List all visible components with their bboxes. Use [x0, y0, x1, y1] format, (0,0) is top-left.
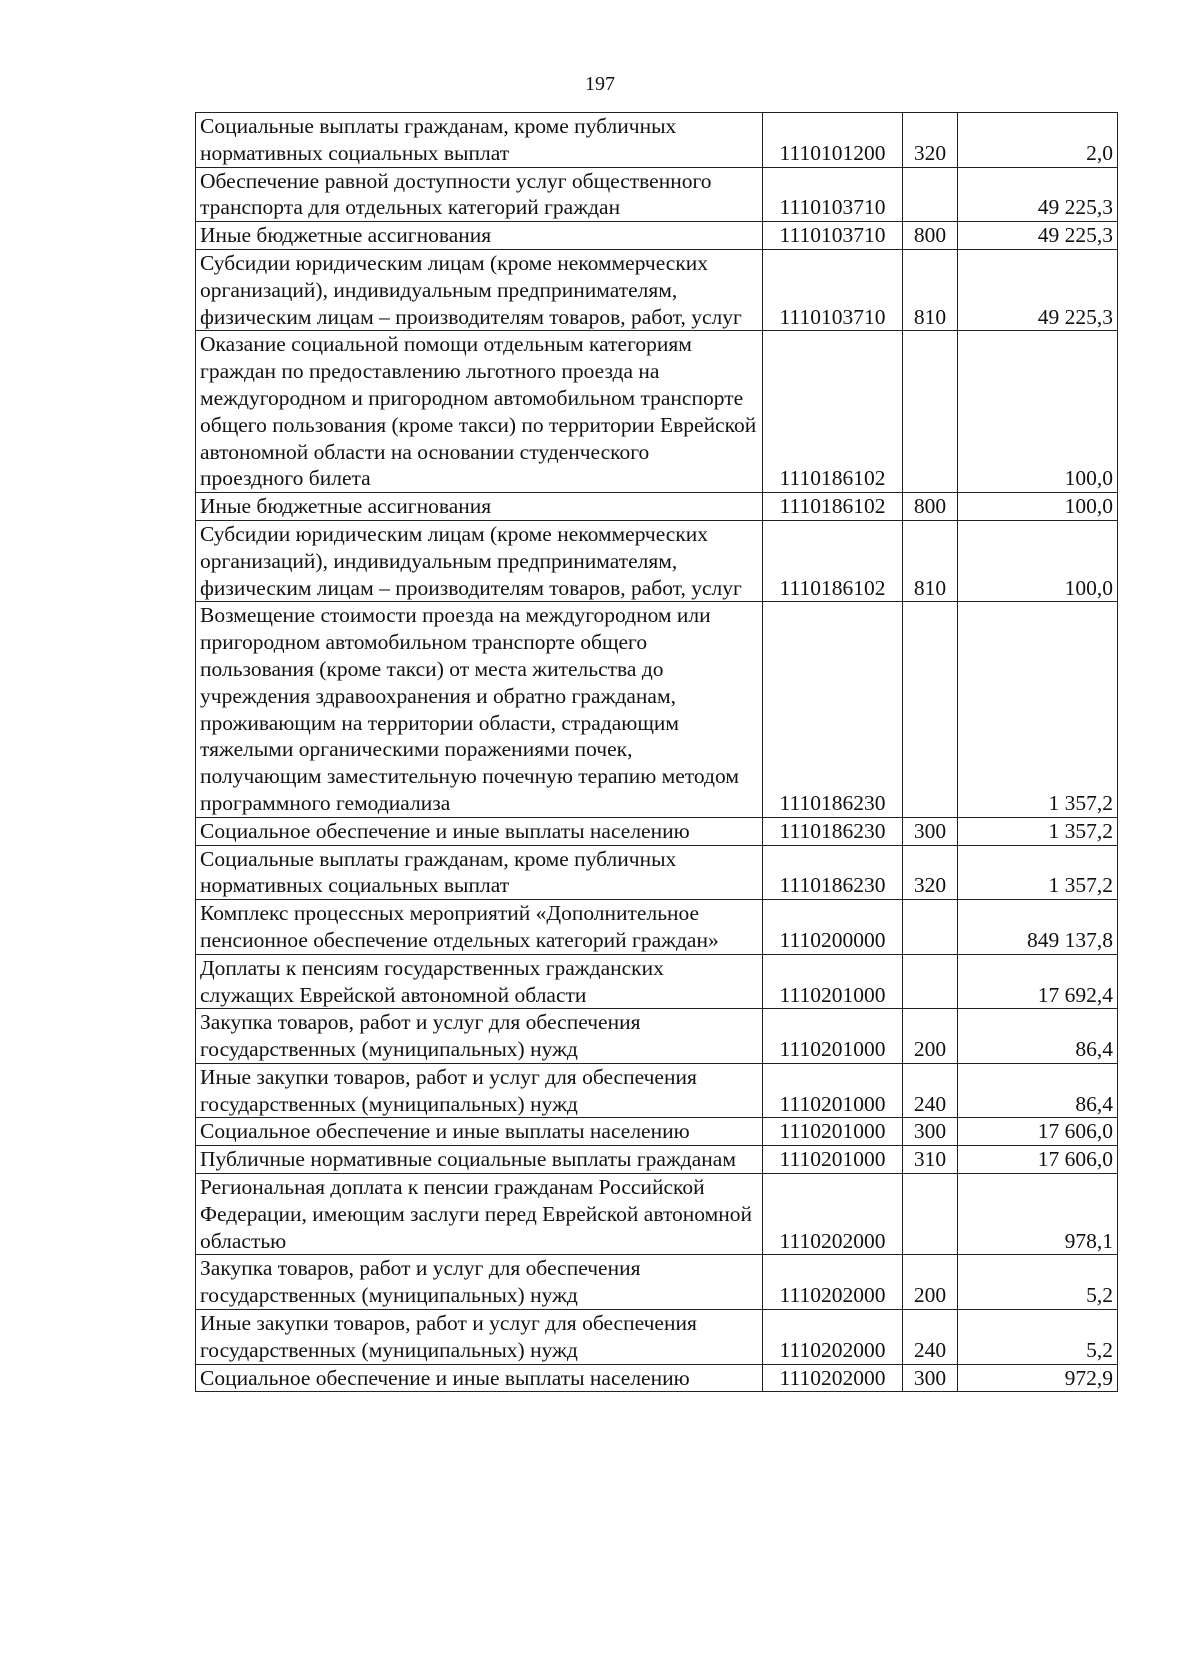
row-name: Социальные выплаты гражданам, кроме публичных нормативных социальных выплат — [196, 113, 763, 168]
row-name: Доплаты к пенсиям государственных гражданских служащих Еврейской автономной области — [196, 954, 763, 1009]
row-code: 1110103710 — [763, 167, 903, 222]
table-row — [196, 249, 1118, 330]
row-sum: 5,2 — [958, 1310, 1118, 1365]
row-sum: 972,9 — [958, 1364, 1118, 1392]
table-row — [196, 817, 1118, 845]
row-code: 1110103710 — [763, 222, 903, 250]
row-sum: 849 137,8 — [958, 900, 1118, 955]
row-sum: 17 606,0 — [958, 1146, 1118, 1174]
row-sum: 17 606,0 — [958, 1118, 1118, 1146]
table-row — [196, 845, 1118, 900]
budget-table — [195, 112, 1118, 1392]
row-sum: 1 357,2 — [958, 845, 1118, 900]
table-row — [196, 331, 1118, 493]
table-row — [196, 602, 1118, 817]
table-row — [196, 954, 1118, 1009]
table-row — [196, 1009, 1118, 1064]
row-code: 1110186230 — [763, 845, 903, 900]
row-name: Иные закупки товаров, работ и услуг для обеспечения государственных (муниципальных) нужд — [196, 1063, 763, 1118]
row-name: Региональная доплата к пенсии гражданам Российской Федерации, имеющим заслуги перед Еврейской автономной областью — [196, 1174, 763, 1255]
row-type: 320 — [903, 845, 958, 900]
row-type — [903, 1174, 958, 1255]
row-sum: 100,0 — [958, 493, 1118, 521]
table-row — [196, 493, 1118, 521]
row-sum: 1 357,2 — [958, 817, 1118, 845]
row-type: 240 — [903, 1310, 958, 1365]
row-sum: 100,0 — [958, 520, 1118, 601]
row-code: 1110201000 — [763, 1063, 903, 1118]
row-sum: 49 225,3 — [958, 249, 1118, 330]
row-type: 300 — [903, 1364, 958, 1392]
row-name: Закупка товаров, работ и услуг для обеспечения государственных (муниципальных) нужд — [196, 1009, 763, 1064]
row-sum: 17 692,4 — [958, 954, 1118, 1009]
row-type: 300 — [903, 1118, 958, 1146]
row-type: 800 — [903, 493, 958, 521]
row-name: Обеспечение равной доступности услуг общественного транспорта для отдельных категорий граждан — [196, 167, 763, 222]
row-name: Субсидии юридическим лицам (кроме некоммерческих организаций), индивидуальным предпринимателям, физическим лицам – производителям товаров, работ, услуг — [196, 249, 763, 330]
row-type: 320 — [903, 113, 958, 168]
row-type: 200 — [903, 1009, 958, 1064]
row-type: 200 — [903, 1255, 958, 1310]
table-row — [196, 520, 1118, 601]
row-code: 1110202000 — [763, 1174, 903, 1255]
row-name: Социальное обеспечение и иные выплаты населению — [196, 1364, 763, 1392]
row-name: Иные бюджетные ассигнования — [196, 493, 763, 521]
row-name: Иные закупки товаров, работ и услуг для обеспечения государственных (муниципальных) нужд — [196, 1310, 763, 1365]
row-sum: 100,0 — [958, 331, 1118, 493]
row-sum: 978,1 — [958, 1174, 1118, 1255]
row-code: 1110201000 — [763, 1118, 903, 1146]
row-sum: 86,4 — [958, 1063, 1118, 1118]
row-code: 1110186102 — [763, 493, 903, 521]
table-row — [196, 1174, 1118, 1255]
row-type: 810 — [903, 249, 958, 330]
row-type — [903, 167, 958, 222]
row-type: 240 — [903, 1063, 958, 1118]
row-type: 310 — [903, 1146, 958, 1174]
table-row — [196, 1063, 1118, 1118]
row-name: Социальное обеспечение и иные выплаты населению — [196, 1118, 763, 1146]
row-type: 300 — [903, 817, 958, 845]
row-type — [903, 954, 958, 1009]
row-sum: 1 357,2 — [958, 602, 1118, 817]
row-code: 1110186102 — [763, 520, 903, 601]
row-sum: 49 225,3 — [958, 222, 1118, 250]
row-name: Социальное обеспечение и иные выплаты населению — [196, 817, 763, 845]
row-code: 1110101200 — [763, 113, 903, 168]
table-row — [196, 1310, 1118, 1365]
table-row — [196, 1118, 1118, 1146]
row-name: Социальные выплаты гражданам, кроме публичных нормативных социальных выплат — [196, 845, 763, 900]
row-code: 1110200000 — [763, 900, 903, 955]
row-code: 1110186230 — [763, 602, 903, 817]
row-name: Комплекс процессных мероприятий «Дополнительное пенсионное обеспечение отдельных категорий граждан» — [196, 900, 763, 955]
row-sum: 49 225,3 — [958, 167, 1118, 222]
row-sum: 2,0 — [958, 113, 1118, 168]
row-code: 1110202000 — [763, 1310, 903, 1365]
row-code: 1110202000 — [763, 1255, 903, 1310]
row-type: 800 — [903, 222, 958, 250]
row-sum: 5,2 — [958, 1255, 1118, 1310]
table-row — [196, 1364, 1118, 1392]
table-row — [196, 1146, 1118, 1174]
table-row — [196, 222, 1118, 250]
row-code: 1110201000 — [763, 1009, 903, 1064]
row-code: 1110202000 — [763, 1364, 903, 1392]
row-type — [903, 602, 958, 817]
row-type — [903, 331, 958, 493]
table-row — [196, 113, 1118, 168]
table-row — [196, 900, 1118, 955]
row-code: 1110186102 — [763, 331, 903, 493]
table-row — [196, 167, 1118, 222]
row-name: Публичные нормативные социальные выплаты гражданам — [196, 1146, 763, 1174]
row-name: Иные бюджетные ассигнования — [196, 222, 763, 250]
page-number: 197 — [585, 73, 615, 95]
row-code: 1110201000 — [763, 954, 903, 1009]
row-code: 1110103710 — [763, 249, 903, 330]
row-name: Субсидии юридическим лицам (кроме некоммерческих организаций), индивидуальным предпринимателям, физическим лицам – производителям товаров, работ, услуг — [196, 520, 763, 601]
row-type: 810 — [903, 520, 958, 601]
row-sum: 86,4 — [958, 1009, 1118, 1064]
row-code: 1110201000 — [763, 1146, 903, 1174]
table-row — [196, 1255, 1118, 1310]
row-name: Возмещение стоимости проезда на междугородном или пригородном автомобильном транспорте общего пользования (кроме такси) от места жительства до учреждения здравоохранения и обратно гражданам, проживающим на территории области, страдающим тяжелыми органическими поражениями почек, получающим заместительную почечную терапию методом программного гемодиализа — [196, 602, 763, 817]
row-code: 1110186230 — [763, 817, 903, 845]
row-name: Оказание социальной помощи отдельным категориям граждан по предоставлению льготного проезда на междугородном и пригородном автомобильном транспорте общего пользования (кроме такси) по территории Еврейской автономной области на основании студенческого проездного билета — [196, 331, 763, 493]
row-type — [903, 900, 958, 955]
row-name: Закупка товаров, работ и услуг для обеспечения государственных (муниципальных) нужд — [196, 1255, 763, 1310]
